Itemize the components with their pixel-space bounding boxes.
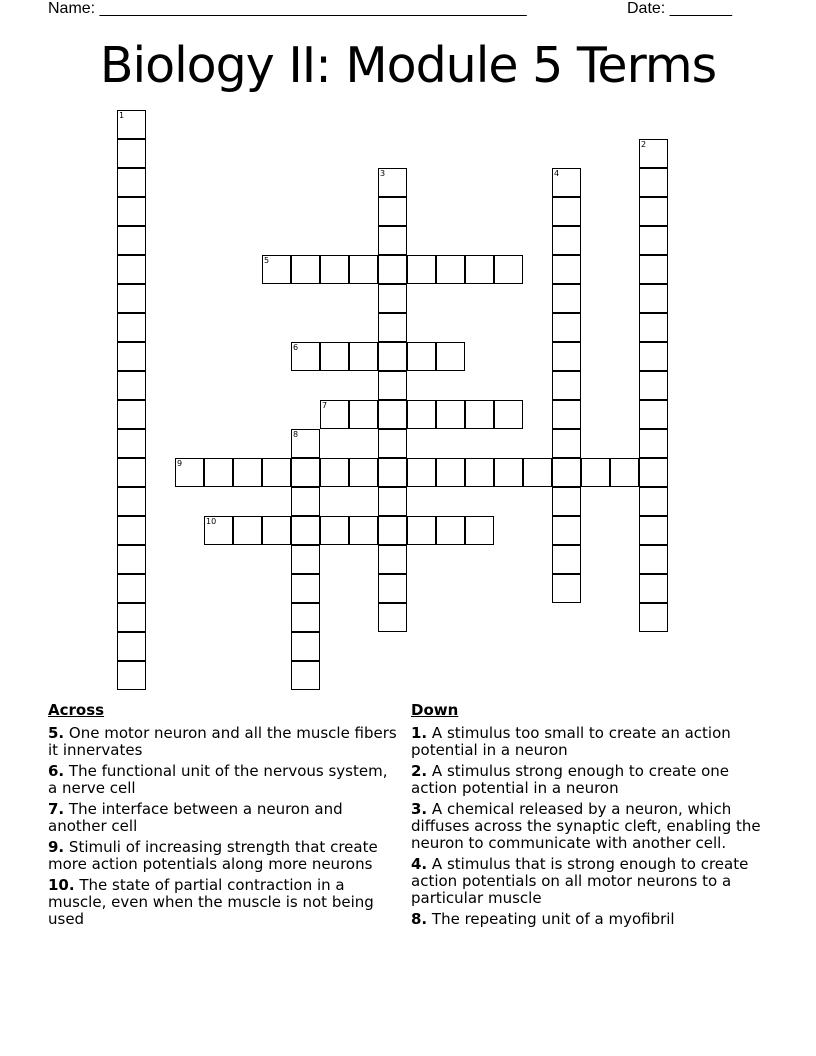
- crossword-cell[interactable]: [494, 400, 523, 429]
- crossword-cell[interactable]: [436, 255, 465, 284]
- crossword-cell[interactable]: [494, 255, 523, 284]
- crossword-cell[interactable]: [639, 429, 668, 458]
- crossword-cell[interactable]: [117, 255, 146, 284]
- crossword-cell[interactable]: [291, 603, 320, 632]
- crossword-cell[interactable]: [552, 197, 581, 226]
- crossword-cell[interactable]: [552, 168, 581, 197]
- cell-number: 9: [177, 459, 183, 468]
- across-heading: Across: [48, 701, 105, 719]
- clue-text: The repeating unit of a myofibril: [431, 910, 675, 928]
- clue-number: 6.: [48, 762, 65, 780]
- name-field-label: Name: ________________________________________________: [48, 0, 527, 17]
- crossword-cell[interactable]: [117, 226, 146, 255]
- crossword-cell[interactable]: [639, 516, 668, 545]
- crossword-cell[interactable]: [378, 226, 407, 255]
- crossword-cell[interactable]: [175, 458, 204, 487]
- crossword-cell[interactable]: [349, 516, 378, 545]
- crossword-cell[interactable]: [378, 574, 407, 603]
- crossword-cell[interactable]: [117, 458, 146, 487]
- crossword-cell[interactable]: [378, 197, 407, 226]
- crossword-cell[interactable]: [262, 458, 291, 487]
- across-clue: [48, 763, 398, 797]
- clue-number: 10.: [48, 876, 75, 894]
- crossword-cell[interactable]: [233, 516, 262, 545]
- crossword-cell[interactable]: [349, 342, 378, 371]
- crossword-cell[interactable]: [349, 458, 378, 487]
- crossword-cell[interactable]: [407, 255, 436, 284]
- crossword-cell[interactable]: [378, 400, 407, 429]
- clue-number: 4.: [411, 855, 428, 873]
- crossword-cell[interactable]: [552, 226, 581, 255]
- cell-number: 5: [264, 256, 270, 265]
- crossword-cell[interactable]: [262, 255, 291, 284]
- crossword-cell[interactable]: [349, 255, 378, 284]
- crossword-cell[interactable]: [465, 458, 494, 487]
- across-clues: [48, 702, 398, 932]
- crossword-cell[interactable]: [117, 661, 146, 690]
- crossword-cell[interactable]: [378, 284, 407, 313]
- crossword-cell[interactable]: [291, 342, 320, 371]
- crossword-cell[interactable]: [117, 110, 146, 139]
- clue-text: The state of partial contraction in a muscle, even when the muscle is not being used: [48, 876, 374, 928]
- crossword-cell[interactable]: [494, 458, 523, 487]
- crossword-cell[interactable]: [320, 516, 349, 545]
- crossword-cell[interactable]: [639, 342, 668, 371]
- crossword-cell[interactable]: [117, 487, 146, 516]
- crossword-cell[interactable]: [552, 487, 581, 516]
- date-field-label: Date: _______: [627, 0, 732, 17]
- crossword-cell[interactable]: [639, 458, 668, 487]
- crossword-cell[interactable]: [378, 255, 407, 284]
- crossword-cell[interactable]: [117, 139, 146, 168]
- crossword-cell[interactable]: [378, 168, 407, 197]
- crossword-cell[interactable]: [320, 458, 349, 487]
- crossword-cell[interactable]: [552, 458, 581, 487]
- down-clue: [411, 763, 761, 797]
- down-clues: [411, 702, 761, 932]
- crossword-cell[interactable]: [117, 400, 146, 429]
- crossword-cell[interactable]: [639, 313, 668, 342]
- crossword-cell[interactable]: [117, 284, 146, 313]
- down-clue: [411, 801, 761, 852]
- crossword-cell[interactable]: [117, 429, 146, 458]
- crossword-cell[interactable]: [639, 197, 668, 226]
- clue-text: A stimulus too small to create an action potential in a neuron: [411, 724, 731, 759]
- page-title: Biology II: Module 5 Terms: [99, 37, 717, 94]
- crossword-cell[interactable]: [552, 429, 581, 458]
- crossword-cell[interactable]: [436, 516, 465, 545]
- crossword-cell[interactable]: [320, 255, 349, 284]
- crossword-cell[interactable]: [436, 400, 465, 429]
- cell-number: 1: [119, 111, 125, 120]
- crossword-cell[interactable]: [378, 342, 407, 371]
- clue-text: The interface between a neuron and another cell: [48, 800, 343, 835]
- crossword-cell[interactable]: [320, 342, 349, 371]
- clue-number: 8.: [411, 910, 428, 928]
- crossword-cell[interactable]: [204, 458, 233, 487]
- crossword-cell[interactable]: [552, 313, 581, 342]
- crossword-cell[interactable]: [407, 458, 436, 487]
- crossword-cell[interactable]: [465, 400, 494, 429]
- crossword-cell[interactable]: [291, 255, 320, 284]
- clue-number: 5.: [48, 724, 65, 742]
- clue-text: A stimulus strong enough to create one action potential in a neuron: [411, 762, 730, 797]
- crossword-cell[interactable]: [552, 400, 581, 429]
- crossword-cell[interactable]: [552, 545, 581, 574]
- crossword-cell[interactable]: [378, 371, 407, 400]
- crossword-cell[interactable]: [407, 516, 436, 545]
- crossword-cell[interactable]: [639, 400, 668, 429]
- crossword-cell[interactable]: [291, 458, 320, 487]
- clue-text: Stimuli of increasing strength that create more action potentials along more neurons: [48, 838, 378, 873]
- crossword-cell[interactable]: [117, 371, 146, 400]
- clue-number: 7.: [48, 800, 65, 818]
- across-clue: [48, 877, 398, 928]
- cell-number: 6: [293, 343, 299, 352]
- cell-number: 3: [380, 169, 386, 178]
- crossword-cell[interactable]: [117, 574, 146, 603]
- cell-number: 8: [293, 430, 299, 439]
- crossword-cell[interactable]: [639, 139, 668, 168]
- clue-text: The functional unit of the nervous system, a nerve cell: [48, 762, 388, 797]
- crossword-cell[interactable]: [291, 574, 320, 603]
- crossword-cell[interactable]: [320, 400, 349, 429]
- crossword-cell[interactable]: [552, 371, 581, 400]
- crossword-cell[interactable]: [639, 574, 668, 603]
- crossword-cell[interactable]: [378, 429, 407, 458]
- across-clue: [48, 725, 398, 759]
- crossword-cell[interactable]: [117, 342, 146, 371]
- across-clue: [48, 839, 398, 873]
- crossword-cell[interactable]: [291, 632, 320, 661]
- clue-text: A stimulus that is strong enough to create action potentials on all motor neurons to a particular muscle: [411, 855, 749, 907]
- crossword-cell[interactable]: [639, 371, 668, 400]
- crossword-cell[interactable]: [349, 400, 378, 429]
- down-clue: [411, 725, 761, 759]
- cell-number: 7: [322, 401, 328, 410]
- crossword-cell[interactable]: [639, 284, 668, 313]
- crossword-cell[interactable]: [233, 458, 262, 487]
- crossword-cell[interactable]: [610, 458, 639, 487]
- cell-number: 4: [554, 169, 560, 178]
- clue-number: 9.: [48, 838, 65, 856]
- clue-number: 2.: [411, 762, 428, 780]
- crossword-cell[interactable]: [378, 516, 407, 545]
- crossword-cell[interactable]: [117, 545, 146, 574]
- crossword-cell[interactable]: [117, 603, 146, 632]
- cell-number: 2: [641, 140, 647, 149]
- across-clue: [48, 801, 398, 835]
- crossword-cell[interactable]: [378, 487, 407, 516]
- crossword-cell[interactable]: [639, 545, 668, 574]
- crossword-cell[interactable]: [204, 516, 233, 545]
- crossword-cell[interactable]: [552, 574, 581, 603]
- crossword-cell[interactable]: [262, 516, 291, 545]
- crossword-cell[interactable]: [436, 342, 465, 371]
- crossword-cell[interactable]: [552, 255, 581, 284]
- crossword-cell[interactable]: [291, 545, 320, 574]
- cell-number: 10: [206, 517, 217, 526]
- crossword-cell[interactable]: [378, 545, 407, 574]
- crossword-cell[interactable]: [465, 516, 494, 545]
- crossword-cell[interactable]: [552, 284, 581, 313]
- crossword-cell[interactable]: [291, 487, 320, 516]
- crossword-cell[interactable]: [378, 313, 407, 342]
- crossword-cell[interactable]: [117, 632, 146, 661]
- crossword-cell[interactable]: [117, 516, 146, 545]
- crossword-cell[interactable]: [291, 516, 320, 545]
- crossword-cell[interactable]: [581, 458, 610, 487]
- crossword-cell[interactable]: [639, 255, 668, 284]
- crossword-cell[interactable]: [639, 487, 668, 516]
- clue-number: 1.: [411, 724, 428, 742]
- crossword-cell[interactable]: [117, 197, 146, 226]
- clue-text: One motor neuron and all the muscle fibers it innervates: [48, 724, 397, 759]
- crossword-cell[interactable]: [639, 168, 668, 197]
- crossword-cell[interactable]: [552, 342, 581, 371]
- crossword-cell[interactable]: [378, 603, 407, 632]
- down-clue: [411, 911, 761, 928]
- crossword-cell[interactable]: [378, 458, 407, 487]
- down-heading: Down: [411, 701, 459, 719]
- crossword-cell[interactable]: [465, 255, 494, 284]
- crossword-cell[interactable]: [407, 400, 436, 429]
- crossword-cell[interactable]: [291, 429, 320, 458]
- crossword-cell[interactable]: [117, 313, 146, 342]
- crossword-cell[interactable]: [436, 458, 465, 487]
- crossword-cell[interactable]: [407, 342, 436, 371]
- crossword-cell[interactable]: [291, 661, 320, 690]
- crossword-cell[interactable]: [117, 168, 146, 197]
- clue-number: 3.: [411, 800, 428, 818]
- crossword-cell[interactable]: [523, 458, 552, 487]
- crossword-cell[interactable]: [639, 603, 668, 632]
- down-clue: [411, 856, 761, 907]
- crossword-cell[interactable]: [552, 516, 581, 545]
- crossword-cell[interactable]: [639, 226, 668, 255]
- clue-text: A chemical released by a neuron, which diffuses across the synaptic cleft, enabling the neuron to communicate with another cell.: [411, 800, 761, 852]
